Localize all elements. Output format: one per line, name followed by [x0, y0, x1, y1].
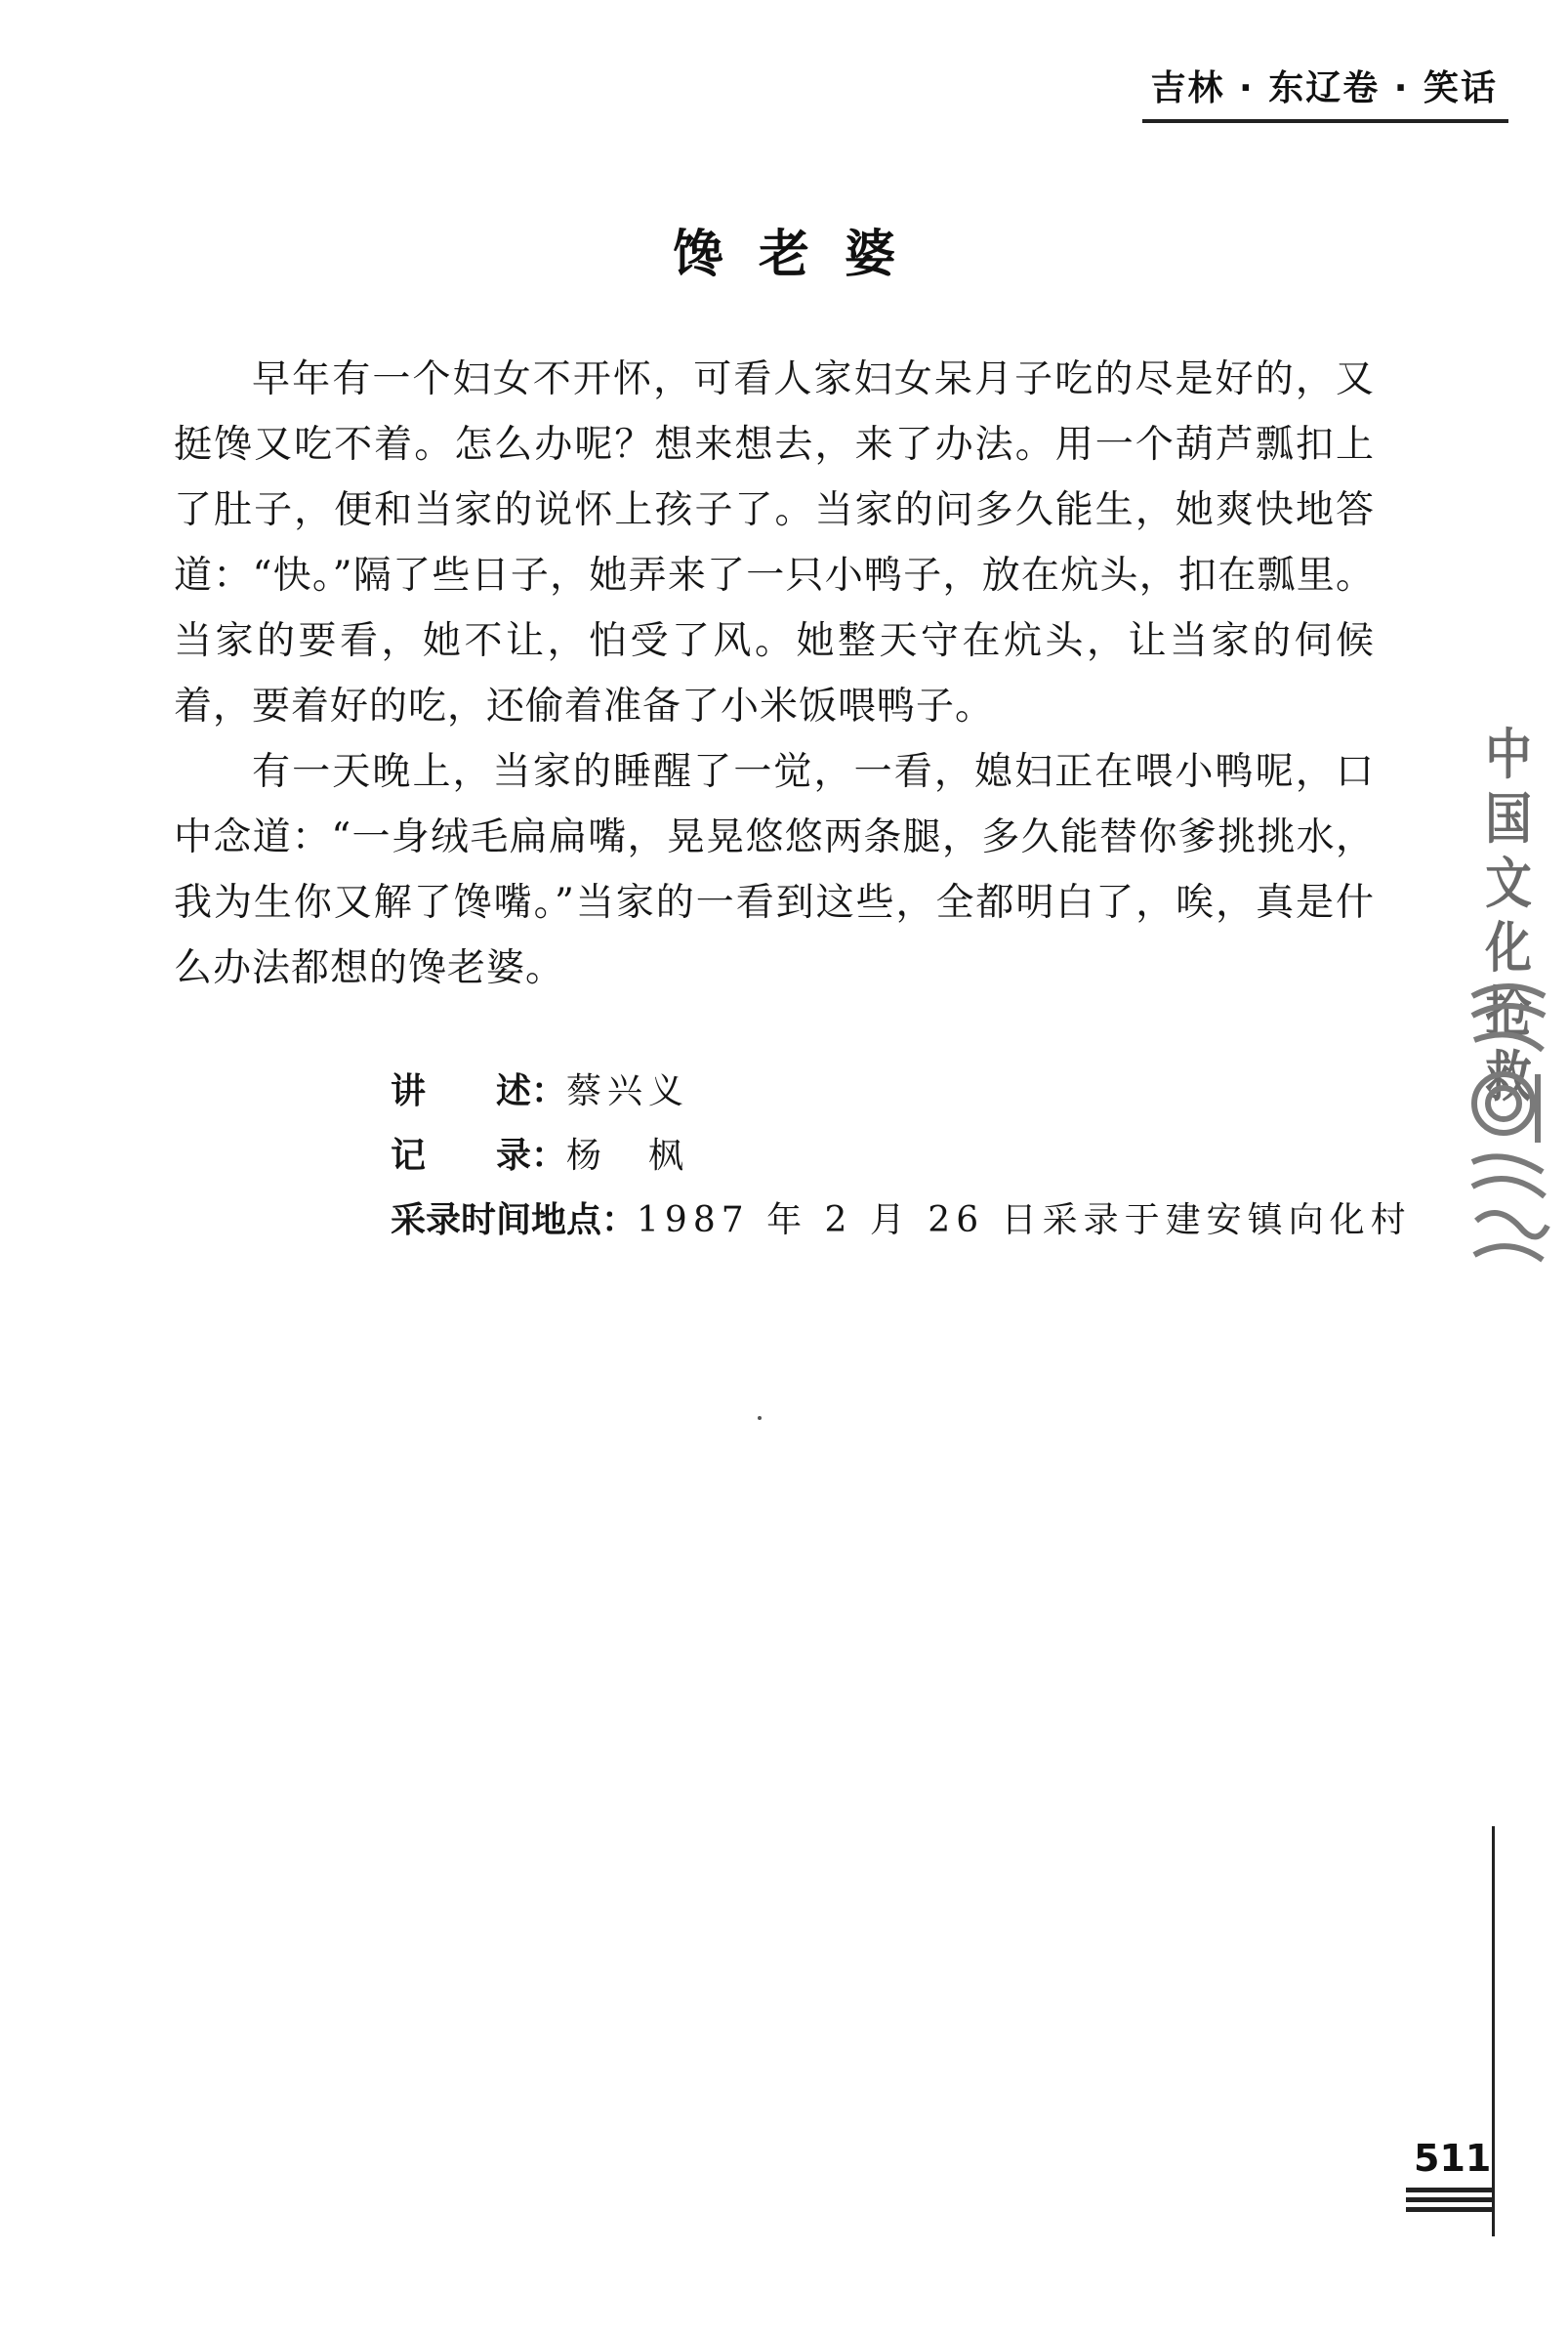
- story-paragraph-1: 早年有一个妇女不开怀，可看人家妇女呆月子吃的尽是好的，又挺馋又吃不着。怎么办呢？想来想去，来了办法。用一个葫芦瓢扣上了肚子，便和当家的说怀上孩子了。当家的问多久能生，她爽快地答道：“快。”隔了些日子，她弄来了一只小鸭子，放在炕头，扣在瓢里。当家的要看，她不让，怕受了风。她整天守在炕头，让当家的伺候着，要着好的吃，还偷着准备了小米饭喂鸭子。: [174, 357, 1375, 729]
- credit-recorder: [391, 1124, 1412, 1189]
- stray-dot: [758, 1416, 762, 1420]
- page-number-rule-1: [1406, 2188, 1492, 2192]
- side-tab-line-2: 文化: [1485, 852, 1532, 980]
- credit-time-place-label: 采录时间地点：: [391, 1200, 638, 1240]
- page-number-rule-3: [1406, 2207, 1492, 2212]
- credit-time-place-value: 1987 年 2 月 26 日采录于建安镇向化村: [637, 1200, 1412, 1240]
- credit-recorder-label: 记 录：: [391, 1136, 567, 1176]
- page-number: 511: [1414, 2137, 1492, 2180]
- page-number-rule-2: [1406, 2197, 1492, 2202]
- credit-narrator: [391, 1060, 1412, 1124]
- story-title: 馋老婆: [672, 226, 930, 284]
- credits-block: [391, 1060, 1412, 1253]
- header-rule: [1142, 119, 1508, 123]
- running-header: 吉林 · 东辽卷 · 笑话: [1150, 68, 1498, 108]
- story-body: [174, 347, 1375, 1001]
- credit-recorder-value: 杨 枫: [566, 1136, 690, 1176]
- side-tab-line-3: 抢救: [1485, 980, 1532, 1109]
- credit-time-place: [391, 1189, 1412, 1253]
- side-tab-pattern-icon: [1465, 977, 1552, 1270]
- credit-narrator-value: 蔡兴义: [566, 1071, 690, 1111]
- story-paragraph-2: 有一天晚上，当家的睡醒了一觉，一看，媳妇正在喂小鸭呢，口中念道：“一身绒毛扁扁嘴，晃晃悠悠两条腿，多久能替你爹挑挑水，我为生你又解了馋嘴。”当家的一看到这些，全都明白了，唉，真是什么办法都想的馋老婆。: [174, 750, 1375, 990]
- side-tab: [1465, 723, 1552, 1270]
- credit-narrator-label: 讲 述：: [391, 1071, 567, 1111]
- right-margin-rule: [1492, 1826, 1495, 2236]
- side-tab-line-1: 中国: [1485, 723, 1532, 852]
